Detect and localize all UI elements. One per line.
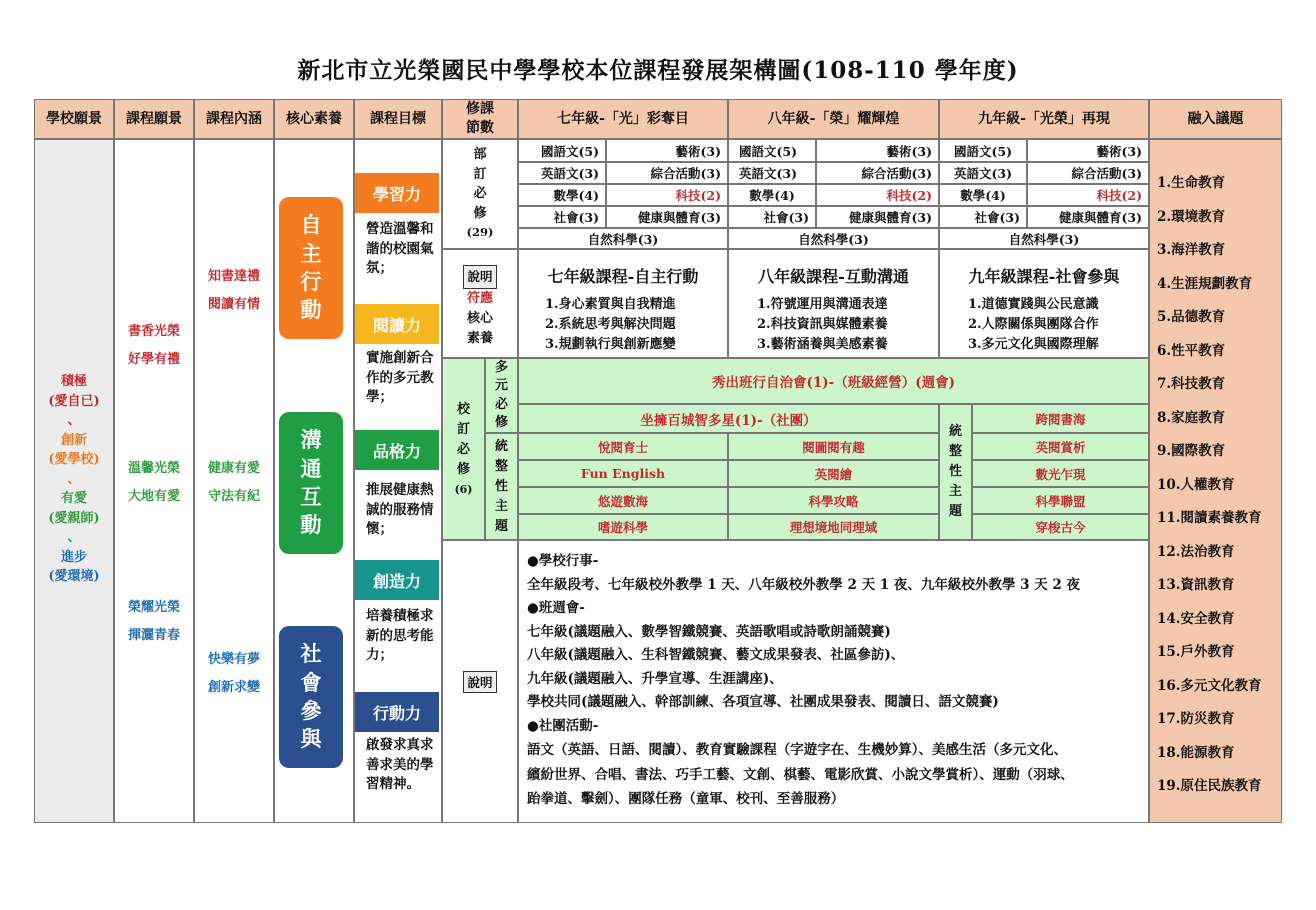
core-explain-label <box>442 265 518 349</box>
g9-subject-social: 社會(3) <box>939 206 1027 228</box>
core-explain-g8-item: 2.科技資訊與媒體素養 <box>757 317 888 333</box>
g8-subject-science: 自然科學(3) <box>728 228 939 249</box>
competency-self-action: 自主行動 <box>279 197 343 339</box>
g8-subject-math: 數學(4) <box>728 184 816 206</box>
issue-item: 11.閱讀素養教育 <box>1157 510 1262 526</box>
header-course-vision: 課程願景 <box>114 99 194 139</box>
goal-tag-action: 行動力 <box>355 692 439 732</box>
g7-subject-chinese: 國語文(5) <box>518 139 606 162</box>
notes-line: 語文（英語、日語、閱讀）、教育實驗課程（字遊字在、生機妙算）、美感生活（多元文化、 <box>527 742 1067 758</box>
header-grade8: 八年級-「榮」耀輝煌 <box>728 99 939 139</box>
g8-subject-health: 健康與體育(3) <box>816 206 939 228</box>
goal-desc-reading: 實施創新合作的多元教學； <box>366 350 434 406</box>
issue-item: 13.資訊教育 <box>1157 577 1235 593</box>
vision-l2: (愛自已) <box>48 393 100 409</box>
core-explain-g9-item: 3.多元文化與國際理解 <box>968 337 1099 353</box>
g7-subject-math: 數學(4) <box>518 184 606 206</box>
g7-subject-science: 自然科學(3) <box>518 228 728 249</box>
notes-line: 八年級(議題融入、生科智鐵競賽、藝文成果發表、社區參訪)、 <box>527 647 905 663</box>
g8-subject-english: 英語文(3) <box>728 162 816 184</box>
g9-theme-5: 穿梭古今 <box>972 514 1149 540</box>
core-explain-g9-item: 2.人際關係與團隊合作 <box>968 317 1099 333</box>
g9-integrated-label: 統整性主題 <box>948 424 962 519</box>
g9-theme-2: 英閱賞析 <box>972 433 1149 460</box>
g9-subject-tech: 科技(2) <box>1027 184 1149 206</box>
vision-l4: 創新 <box>60 432 87 448</box>
g7-theme-1: 悅閱育士 <box>518 433 728 460</box>
notes-line: 跆拳道、擊劍）、團隊任務（童軍、校刊、至善服務） <box>527 791 845 807</box>
g9-subject-chinese: 國語文(5) <box>939 139 1027 162</box>
school-required-label <box>442 400 485 500</box>
core-explain-l3: 素養 <box>466 331 493 346</box>
course-vision-a1: 書香光榮 <box>127 324 180 339</box>
issue-item: 12.法治教育 <box>1157 543 1235 560</box>
content-c2: 創新求變 <box>207 680 260 695</box>
header-grade9: 九年級-「光榮」再現 <box>939 99 1149 139</box>
issue-item: 17.防災教育 <box>1157 711 1235 727</box>
issue-item: 4.生涯規劃教育 <box>1157 275 1253 292</box>
core-explain-g7-item: 1.身心素質與自我精進 <box>545 297 676 312</box>
goal-desc-creativity: 培養積極求新的思考能力； <box>366 608 434 664</box>
dept-required-label-4: 修 <box>473 205 487 221</box>
dept-required-label-3: 必 <box>473 186 487 201</box>
goal-desc-learning: 營造溫馨和諧的校園氣氛； <box>366 221 434 277</box>
dept-required-label-1: 部 <box>473 147 487 162</box>
header-goals: 課程目標 <box>354 99 442 139</box>
g9-subject-arts: 藝術(3) <box>1027 139 1149 162</box>
g7-theme-2: Fun English <box>518 460 728 487</box>
notes-line: 七年級(議題融入、數學智鐵競賽、英語歌唱或詩歌朗誦競賽) <box>527 623 891 640</box>
issue-item: 19.原住民族教育 <box>1157 778 1262 794</box>
g7-theme-4: 嗜遊科學 <box>518 514 728 540</box>
core-explain-g7 <box>518 249 728 358</box>
g8-subject-tech: 科技(2) <box>816 184 939 206</box>
notes-heading-assembly: ●班週會- <box>527 600 585 616</box>
header-vision: 學校願景 <box>34 99 114 139</box>
club-course: 坐擁百城智多星(1)-（社團） <box>518 404 939 433</box>
issue-item: 2.環境教育 <box>1157 208 1226 225</box>
header-competency: 核心素養 <box>274 99 354 139</box>
dept-required-label-2: 訂 <box>473 166 487 182</box>
header-credits-line1: 修課 <box>466 101 494 118</box>
notes-line: 學校共同(議題融入、幹部訓練、各項宣導、社團成果發表、閱讀日、語文競賽) <box>527 694 999 710</box>
vision-l8: (愛親師) <box>48 510 100 526</box>
homeroom-course: 秀出班行自治會(1)-（班級經營）(週會) <box>518 358 1149 404</box>
course-vision-a2: 好學有禮 <box>127 352 180 367</box>
content-b1: 健康有愛 <box>207 461 260 476</box>
dept-required-label <box>442 145 518 243</box>
core-explain-l1: 符應 <box>466 291 493 306</box>
core-explain-g7-item: 3.規劃執行與創新應變 <box>545 337 676 353</box>
notes-badge: 說明 <box>463 671 496 693</box>
vision-l11: (愛環境) <box>48 569 100 584</box>
g9-theme-1: 跨閱書海 <box>972 404 1149 433</box>
vision-l5: (愛學校) <box>48 452 100 467</box>
multi-required-label: 多元必修 <box>494 359 508 430</box>
core-explain-l2: 核心 <box>466 311 493 326</box>
notes-line: 繽紛世界、合唱、書法、巧手工藝、文創、棋藝、電影欣賞、小說文學賞析）、運動（羽球、 <box>527 766 1074 783</box>
course-vision-b1: 溫馨光榮 <box>127 461 180 476</box>
core-explain-badge: 說明 <box>463 265 496 289</box>
g7-theme-3: 悠遊數海 <box>518 487 728 514</box>
g9-subject-math: 數學(4) <box>939 184 1027 206</box>
g8-theme-3: 科學攻略 <box>728 487 939 514</box>
header-grade7: 七年級-「光」彩奪目 <box>518 99 728 139</box>
g7-subject-tech: 科技(2) <box>606 184 728 206</box>
g7-subject-social: 社會(3) <box>518 206 606 228</box>
core-explain-g7-item: 2.系統思考與解決問題 <box>545 317 676 333</box>
vision-text <box>34 372 114 587</box>
goal-tag-reading: 閱讀力 <box>355 304 439 344</box>
header-credits-line2: 節數 <box>466 120 494 136</box>
goal-desc-action: 啟發求真求善求美的學習精神。 <box>366 737 434 793</box>
integrated-label-cell <box>485 433 518 540</box>
content-b2: 守法有紀 <box>207 489 260 504</box>
issue-item: 15.戶外教育 <box>1157 644 1235 660</box>
content-a <box>194 263 274 319</box>
multi-required-label-cell <box>485 358 518 433</box>
g8-subject-chinese: 國語文(5) <box>728 139 816 162</box>
goal-tag-character: 品格力 <box>355 430 439 470</box>
course-vision-b <box>114 455 194 511</box>
content-b <box>194 455 274 511</box>
g7-subject-health: 健康與體育(3) <box>606 206 728 228</box>
core-explain-g8-head: 八年級課程-互動溝通 <box>758 267 909 286</box>
competency-social: 社會參與 <box>279 626 343 768</box>
g8-subject-social: 社會(3) <box>728 206 816 228</box>
page-title: 新北市立光榮國民中學學校本位課程發展架構圖(108-110 學年度) <box>297 57 1019 84</box>
header-content: 課程內涵 <box>194 99 274 139</box>
g8-subject-integrative: 綜合活動(3) <box>816 162 939 184</box>
core-explain-g9-head: 九年級課程-社會參與 <box>968 267 1120 286</box>
issue-item: 8.家庭教育 <box>1157 409 1226 426</box>
goal-tag-learning: 學習力 <box>355 173 439 213</box>
issue-item: 9.國際教育 <box>1157 443 1226 459</box>
core-explain-g7-head: 七年級課程-自主行動 <box>547 267 699 286</box>
core-explain-g9-item: 1.道德實踐與公民意識 <box>968 297 1099 312</box>
goal-desc-character: 推展健康熱誠的服務情懷； <box>366 482 434 538</box>
g7-subject-arts: 藝術(3) <box>606 139 728 162</box>
g9-subject-english: 英語文(3) <box>939 162 1027 184</box>
notes-line: 九年級(議題融入、升學宣導、生涯講座)、 <box>527 670 783 687</box>
course-vision-a <box>114 318 194 374</box>
content-c1: 快樂有夢 <box>207 652 260 667</box>
g9-theme-3: 數光乍現 <box>972 460 1149 487</box>
content-c <box>194 646 274 702</box>
g9-integrated-label-cell <box>939 404 972 540</box>
g8-theme-4: 理想境地同理域 <box>728 514 939 540</box>
school-required-label-text: 校訂必修 <box>456 402 470 477</box>
issue-item: 7.科技教育 <box>1157 376 1226 392</box>
issue-item: 3.海洋教育 <box>1157 242 1226 258</box>
notes-line: 全年級段考、七年級校外教學 1 天、八年級校外教學 2 天 1 夜、九年級校外教學 3 天 2 夜 <box>527 576 1080 593</box>
g7-subject-integrative: 綜合活動(3) <box>606 162 728 184</box>
issues-list <box>1157 167 1281 804</box>
notes-panel <box>518 540 1149 823</box>
course-vision-c <box>114 594 194 650</box>
core-explain-g8-item: 1.符號運用與溝通表達 <box>757 297 888 312</box>
g9-subject-integrative: 綜合活動(3) <box>1027 162 1149 184</box>
content-a2: 閱讀有情 <box>207 297 260 312</box>
dept-required-hours: (29) <box>466 225 494 239</box>
core-explain-g8 <box>728 249 939 358</box>
vision-l9: 、 <box>67 530 81 545</box>
goal-tag-creativity: 創造力 <box>355 560 439 600</box>
competency-communication: 溝通互動 <box>279 412 343 554</box>
g9-theme-4: 科學聯盟 <box>972 487 1149 514</box>
course-vision-c1: 榮耀光榮 <box>127 600 180 615</box>
g8-theme-1: 閱圖閱有趣 <box>728 433 939 460</box>
issue-item: 5.品德教育 <box>1157 309 1226 325</box>
school-required-hours: (6) <box>454 483 473 496</box>
vision-l3: 、 <box>67 413 81 428</box>
notes-heading-events: ●學校行事- <box>527 553 599 569</box>
g7-subject-english: 英語文(3) <box>518 162 606 184</box>
content-a1: 知書達禮 <box>207 269 260 284</box>
vision-l6: 、 <box>67 471 81 487</box>
issue-item: 1.生命教育 <box>1157 175 1226 191</box>
g8-theme-2: 英閱繪 <box>728 460 939 487</box>
header-credits <box>442 99 518 139</box>
issue-item: 16.多元文化教育 <box>1157 677 1262 694</box>
vision-l10: 進步 <box>60 549 87 565</box>
header-issues: 融入議題 <box>1149 99 1282 139</box>
g9-subject-science: 自然科學(3) <box>939 228 1149 249</box>
g9-subject-health: 健康與體育(3) <box>1027 206 1149 228</box>
issue-item: 14.安全教育 <box>1157 610 1235 627</box>
vision-l7: 有愛 <box>60 491 87 506</box>
issue-item: 10.人權教育 <box>1157 476 1235 493</box>
core-explain-g8-item: 3.藝術涵養與美感素養 <box>757 337 888 353</box>
notes-label-cell <box>442 540 518 823</box>
notes-heading-clubs: ●社團活動- <box>527 717 599 734</box>
vision-l1: 積極 <box>60 374 87 389</box>
issue-item: 18.能源教育 <box>1157 744 1235 761</box>
course-vision-c2: 揮灑青春 <box>127 628 180 643</box>
issue-item: 6.性平教育 <box>1157 342 1226 359</box>
g8-subject-arts: 藝術(3) <box>816 139 939 162</box>
course-vision-b2: 大地有愛 <box>127 489 180 504</box>
core-explain-g9 <box>939 249 1149 358</box>
integrated-label: 統整性主題 <box>494 438 508 534</box>
